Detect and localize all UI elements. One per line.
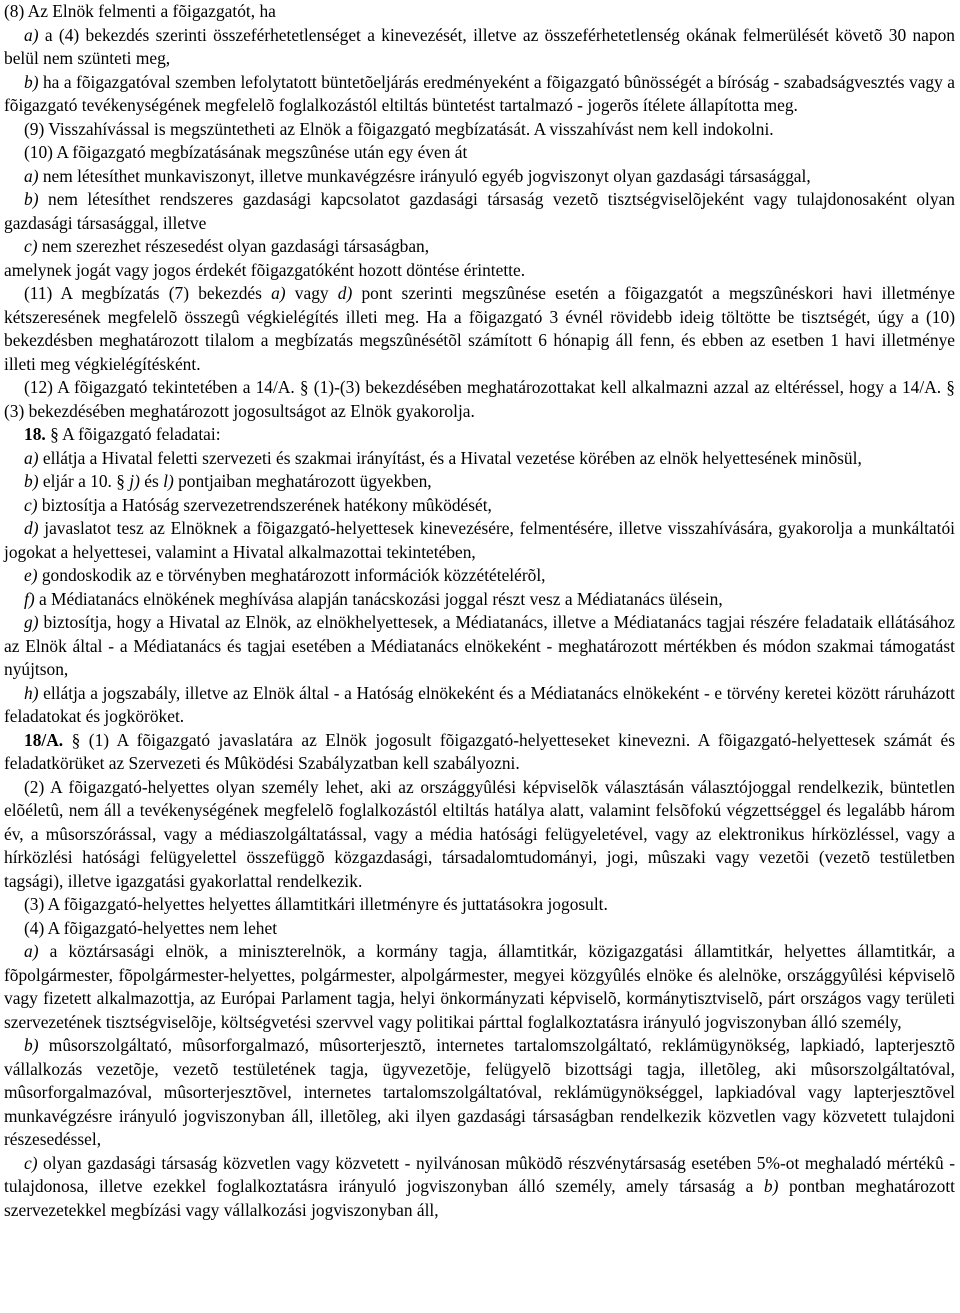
- list-marker: a): [271, 283, 286, 303]
- paragraph: [4, 917, 955, 941]
- paragraph: [4, 447, 955, 471]
- paragraph: [4, 423, 955, 447]
- list-marker: a): [24, 941, 39, 961]
- list-marker: c): [24, 494, 38, 515]
- paragraph: [4, 71, 955, 118]
- list-marker: b): [24, 189, 39, 209]
- text-run: ellátja a jogszabály, illetve az Elnök által - a Hatóság elnökeként és a Médiatanács elnökeként - e törvény keretei között ráruházott feladatokat és jogköröket.: [4, 682, 955, 726]
- list-marker: d): [24, 518, 39, 538]
- paragraph: [4, 376, 955, 423]
- text-run: (2) A fõigazgató-helyettes olyan személy lehet, aki az országgyûlési képviselõk választásán választójoggal rendelkezik, büntetlen elõéletû, nem áll a tevékenységének megfelelõ foglalkozástól eltiltás hatálya alatt, valamint felsõfokú végzettséggel és legalább három év, a mûsorszórással, vagy a médiaszolgáltatással, vagy a média hatósági felügyeletével, vagy az elektronikus hírközléssel, vagy a hírközlési hatósági felügyelettel összefüggõ közgazdasági, társadalomtudományi, jogi, mûszaki vagy vezetõi (vezetõ testületben tagsági), illetve igazgatási gyakorlattal rendelkezik.: [4, 776, 955, 891]
- list-marker: b): [24, 1035, 39, 1055]
- section-number: 18.: [24, 424, 46, 444]
- text-run: pontban meghatározott szervezetekkel megbízási vagy vállalkozási jogviszonyban áll,: [4, 1176, 955, 1220]
- text-run: (10) A fõigazgató megbízatásának megszûnése után egy éven át: [24, 142, 468, 162]
- list-marker: b): [24, 471, 39, 491]
- paragraph: [4, 165, 955, 189]
- text-run: ha a fõigazgatóval szemben lefolytatott büntetõeljárás eredményeként a fõigazgató bûnösségét a bíróság - szabadságvesztés vagy a fõigazgató tevékenységének megfelelõ foglalkozástól eltiltás büntetést tartalmazó - jogerõs ítélete állapította meg.: [4, 71, 955, 115]
- paragraph: [4, 588, 955, 612]
- paragraph: [4, 517, 955, 564]
- list-marker: d): [337, 283, 353, 303]
- text-run: (4) A fõigazgató-helyettes nem lehet: [24, 917, 278, 938]
- text-run: a Médiatanács elnökének meghívása alapján tanácskozási joggal részt vesz a Médiatanács ülésein,: [34, 588, 723, 609]
- text-run: eljár a 10. §: [38, 471, 130, 491]
- list-marker: c): [24, 1152, 38, 1173]
- paragraph: [4, 0, 955, 24]
- paragraph: [4, 282, 955, 376]
- text-run: (3) A fõigazgató-helyettes helyettes államtitkári illetményre és juttatásokra jogosult.: [24, 894, 608, 914]
- list-marker: l): [163, 471, 174, 491]
- paragraph: [4, 729, 955, 776]
- list-marker: a): [24, 165, 39, 186]
- paragraph: [4, 235, 955, 259]
- list-marker: e): [24, 565, 38, 585]
- text-run: olyan gazdasági társaság közvetlen vagy közvetett - nyilvánosan mûködõ részvénytársaság esetében 5%-ot meghaladó mértékû - tulajdonosa, illetve ezekkel foglalkoztatásra irányuló jogviszonyban álló személy, amely társaság a: [4, 1152, 955, 1196]
- paragraph: [4, 494, 955, 518]
- text-run: gondoskodik az e törvényben meghatározott információk közzétételérõl,: [37, 565, 546, 585]
- text-run: ellátja a Hivatal feletti szervezeti és szakmai irányítást, és a Hivatal vezetése körében az elnök helyettesének minõsül,: [38, 447, 862, 468]
- paragraph: [4, 611, 955, 682]
- list-marker: a): [24, 24, 39, 45]
- paragraph: [4, 940, 955, 1034]
- paragraph: [4, 776, 955, 894]
- text-run: (8) Az Elnök felmenti a fõigazgatót, ha: [4, 1, 276, 21]
- paragraph: [4, 118, 955, 142]
- paragraph: [4, 141, 955, 165]
- paragraph: [4, 24, 955, 71]
- list-marker: j): [129, 471, 140, 491]
- text-run: nem szerezhet részesedést olyan gazdasági társaságban,: [37, 236, 430, 256]
- text-run: biztosítja a Hatóság szervezetrendszerének hatékony mûködését,: [37, 494, 492, 515]
- text-run: pontjaiban meghatározott ügyekben,: [173, 471, 432, 491]
- list-marker: h): [24, 682, 39, 703]
- text-run: (12) A fõigazgató tekintetében a 14/A. § (1)-(3) bekezdésében meghatározottakat kell alkalmazni azzal az eltéréssel, hogy a 14/A. § (3) bekezdésében meghatározott jogosultságot az Elnök gyakorolja.: [4, 377, 955, 421]
- list-marker: g): [24, 612, 39, 632]
- text-run: biztosítja, hogy a Hivatal az Elnök, az elnökhelyettesek, a Médiatanács, illetve a Médiatanács tagjai részére feladataik ellátásához az Elnök által - a Médiatanács és tagjai esetében a Médiatanács elnökeként - meghatározott mértékben és módon szakmai támogatást nyújtson,: [4, 612, 955, 679]
- list-marker: f): [24, 588, 35, 609]
- paragraph: [4, 470, 955, 494]
- text-run: nem létesíthet munkaviszonyt, illetve munkavégzésre irányuló egyéb jogviszonyt olyan gazdasági társasággal,: [38, 165, 811, 186]
- text-run: vagy: [285, 283, 338, 303]
- text-run: amelynek jogát vagy jogos érdekét fõigazgatóként hozott döntése érintette.: [4, 259, 526, 280]
- list-marker: c): [24, 236, 38, 256]
- list-marker: b): [763, 1176, 779, 1196]
- section-number: 18/A.: [24, 729, 64, 750]
- text-run: mûsorszolgáltató, mûsorforgalmazó, mûsorterjesztõ, internetes tartalomszolgáltató, reklámügynökség, lapkiadó, lapterjesztõ vállalkozás vezetõje, vezetõ testületének tagja, ügyvezetõje, felügyelõ bizottsági tagja, illetõleg, aki mûsorszolgáltatóval, mûsorforgalmazóval, mûsorterjesztõvel, internetes tartalomszolgáltatóval, reklámügynökséggel, lapkiadóval vagy lapterjesztõvel munkavégzésre irányuló jogviszonyban áll, illetõleg, aki ilyen gazdasági társaságban rendelkezik közvetlen vagy közvetett tulajdoni részesedéssel,: [4, 1035, 955, 1149]
- paragraph: [4, 259, 955, 283]
- text-run: § A fõigazgató feladatai:: [45, 424, 221, 444]
- text-run: és: [139, 471, 164, 491]
- list-marker: b): [24, 71, 39, 92]
- text-run: a köztársasági elnök, a miniszterelnök, a kormány tagja, államtitkár, közigazgatási államtitkár, helyettes államtitkár, a fõpolgármester, fõpolgármester-helyettes, polgármester, alpolgármester, megyei közgyûlés elnöke és alelnöke, országgyûlési képviselõ vagy fizetett alkalmazottja, az Európai Parlament tagja, helyi önkormányzati képviselõ, kormánytisztviselõ, párt országos vagy területi szervezetének tisztségviselõje, költségvetési szervvel vagy politikai párttal foglalkoztatásra irányuló jogviszonyban álló személy,: [4, 941, 955, 1032]
- text-run: a (4) bekezdés szerinti összeférhetetlenséget a kinevezését, illetve az összeférhetetlenség okának felmerülését követõ 30 napon belül nem szünteti meg,: [4, 24, 955, 68]
- text-run: nem létesíthet rendszeres gazdasági kapcsolatot gazdasági társaság vezetõ tisztségviselõjeként vagy tulajdonosaként olyan gazdasági társasággal, illetve: [4, 189, 955, 233]
- paragraph: [4, 564, 955, 588]
- paragraph: [4, 682, 955, 729]
- text-run: (9) Visszahívással is megszüntetheti az Elnök a fõigazgató megbízatását. A visszahívást nem kell indokolni.: [24, 118, 774, 139]
- paragraph: [4, 1152, 955, 1223]
- text-run: pont szerinti megszûnése esetén a fõigazgatót a megszûnéskori havi illetménye kétszeresének megfelelõ összegû végkielégítés illeti meg. Ha a fõigazgató 3 évnél rövidebb ideig töltötte be tisztségét, úgy a (10) bekezdésben meghatározott tilalom a megbízatás megszûnésétõl számított 6 hónapig áll fenn, és ebben az esetben 1 havi illetménye illeti meg végkielégítésként.: [4, 283, 955, 374]
- text-run: javaslatot tesz az Elnöknek a fõigazgató-helyettesek kinevezésére, felmentésére, illetve visszahívására, gyakorolja a munkáltatói jogokat a helyettesei, valamint a Hivatal alkalmazottai tekintetében,: [4, 518, 955, 562]
- text-run: § (1) A fõigazgató javaslatára az Elnök jogosult fõigazgató-helyetteseket kinevezni. A fõigazgató-helyettesek számát és feladatkörüket az Szervezeti és Mûködési Szabályzatban kell szabályozni.: [4, 729, 955, 773]
- paragraph: [4, 1034, 955, 1152]
- paragraph: [4, 188, 955, 235]
- text-run: (11) A megbízatás (7) bekezdés: [24, 283, 272, 303]
- list-marker: a): [24, 447, 39, 468]
- paragraph: [4, 893, 955, 917]
